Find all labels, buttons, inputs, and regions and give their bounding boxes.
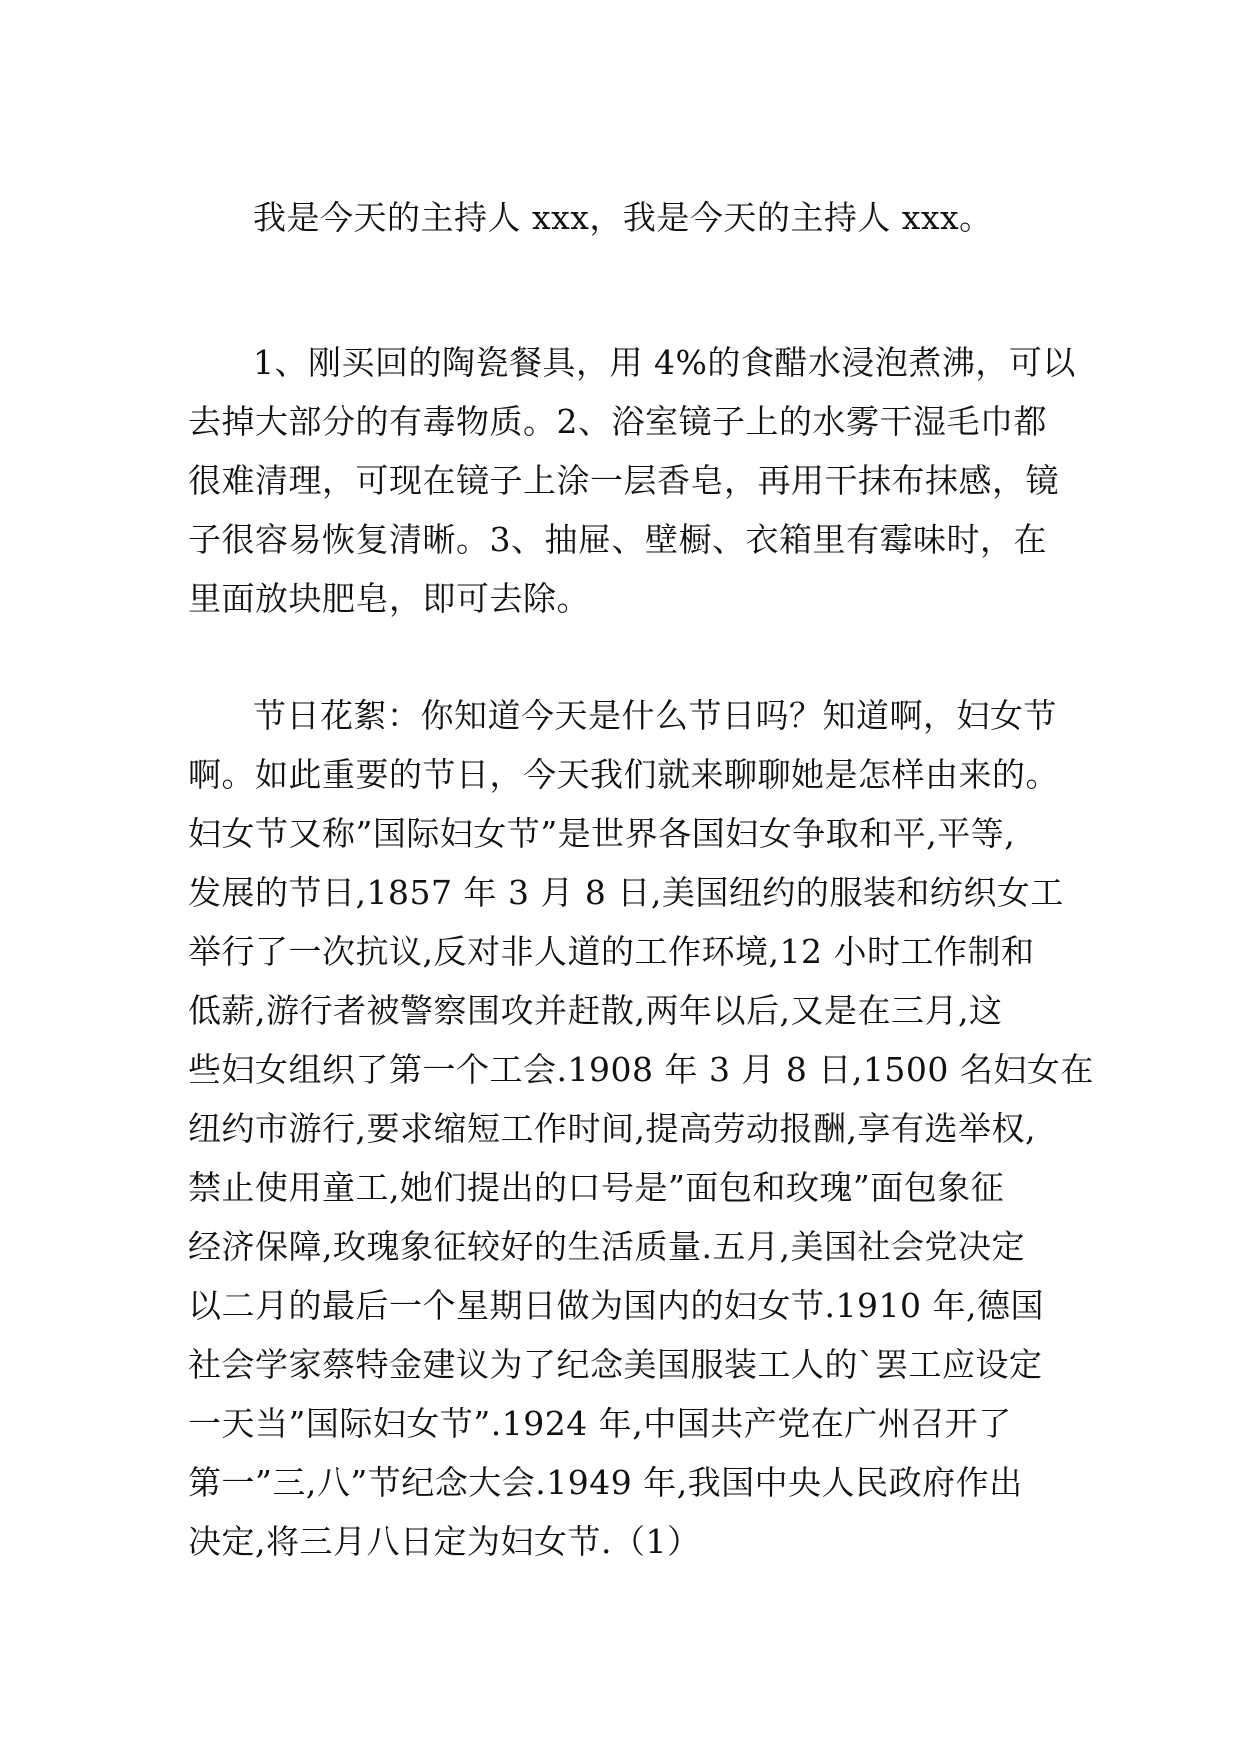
text-line: 节日花絮：你知道今天是什么节日吗？知道啊，妇女节 — [253, 696, 1057, 735]
text-line: 发展的节日,1857 年 3 月 8 日,美国纽约的服装和纺织女工 — [188, 873, 1064, 912]
text-line: 些妇女组织了第一个工会.1908 年 3 月 8 日,1500 名妇女在 — [188, 1050, 1094, 1089]
text-line: 里面放块肥皂，即可去除。 — [188, 579, 590, 618]
text-line: 很难清理，可现在镜子上涂一层香皂，再用干抹布抹感，镜 — [188, 461, 1059, 500]
text-line: 社会学家蔡特金建议为了纪念美国服装工人的`罢工应设定 — [188, 1345, 1043, 1384]
text-line: 以二月的最后一个星期日做为国内的妇女节.1910 年,德国 — [188, 1286, 1044, 1325]
text-line: 第一”三,八”节纪念大会.1949 年,我国中央人民政府作出 — [188, 1463, 1023, 1502]
text-line: 纽约市游行,要求缩短工作时间,提高劳动报酬,享有选举权, — [188, 1109, 1036, 1148]
text-line: 子很容易恢复清晰。3、抽屉、壁橱、衣箱里有霉味时，在 — [188, 520, 1047, 559]
text-line: 禁止使用童工,她们提出的口号是”面包和玫瑰”面包象征 — [188, 1168, 1005, 1207]
text-line: 1、刚买回的陶瓷餐具，用 4%的食醋水浸泡煮沸，可以 — [253, 343, 1076, 382]
text-line: 低薪,游行者被警察围攻并赶散,两年以后,又是在三月,这 — [188, 991, 1003, 1030]
text-line: 去掉大部分的有毒物质。2、浴室镜子上的水雾干湿毛巾都 — [188, 402, 1047, 441]
text-line: 举行了一次抗议,反对非人道的工作环境,12 小时工作制和 — [188, 932, 1035, 971]
text-line: 妇女节又称”国际妇女节”是世界各国妇女争取和平,平等, — [188, 814, 1016, 853]
text-line: 决定,将三月八日定为妇女节.（1） — [188, 1522, 701, 1561]
text-line: 经济保障,玫瑰象征较好的生活质量.五月,美国社会党决定 — [188, 1227, 1025, 1266]
text-line: 一天当”国际妇女节”.1924 年,中国共产党在广州召开了 — [188, 1404, 1012, 1443]
text-line: 啊。如此重要的节日，今天我们就来聊聊她是怎样由来的。 — [188, 755, 1059, 794]
text-line: 我是今天的主持人 xxx，我是今天的主持人 xxx。 — [253, 198, 993, 237]
